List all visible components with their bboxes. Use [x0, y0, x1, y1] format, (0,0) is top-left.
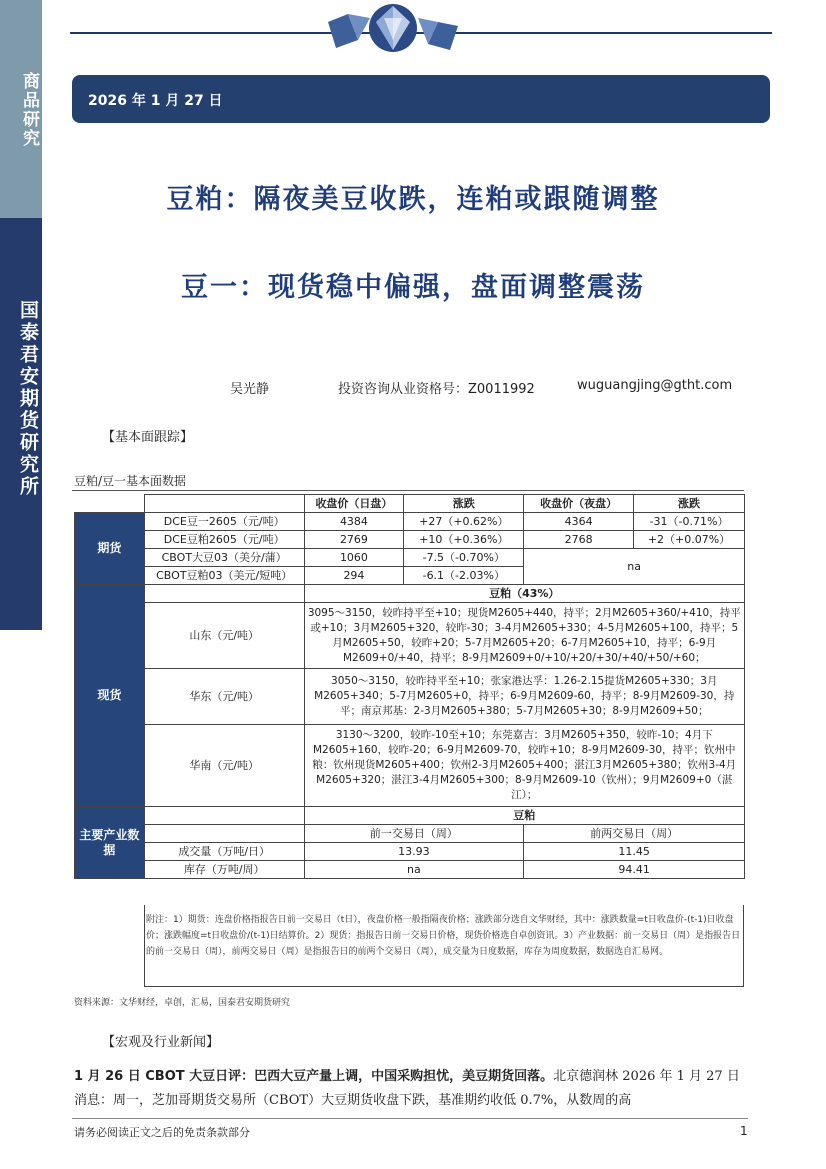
table-header-row [75, 495, 745, 513]
news-headline: 1 月 26 日 CBOT 大豆日评：巴西大豆产量上调，中国采购担忧，美豆期货回落。 [74, 1069, 554, 1084]
industry-header: 豆粕 [304, 807, 744, 825]
col-header: 涨跌 [404, 495, 524, 513]
table-row: 成交量（万吨/日） 13.93 11.45 [75, 843, 745, 861]
table-row: DCE豆粕2605（元/吨） 2769 +10（+0.36%） 2768 +2（+0.07%） [75, 531, 745, 549]
table-row: 库存（万吨/周） na 94.41 [75, 861, 745, 879]
table-row [75, 585, 745, 603]
table-notes: 附注：1）期货：连盘价格指报告日前一交易日（t日），夜盘价格一般指隔夜价格；涨跌部分选自文华财经，其中：涨跌数量=t日收盘价-(t-1)日收盘价；涨跌幅度=t日收盘价/(t-1)日结算价。2）现货：指报告日前一交易日价格，现货价格选自卓创资讯。3）产业数据：前一交易日（周）是指报告日的前一交易日（周），前两交易日（周）是指报告日的前两个交易日（周），成交量为日度数据，库存为周度数据，数据选自汇易网。 [146, 915, 741, 957]
table-caption: 豆粕/豆一基本面数据 [74, 474, 187, 488]
section-heading-news: 【宏观及行业新闻】 [102, 1035, 220, 1050]
table-row [75, 807, 745, 825]
section-heading-fundamentals: 【基本面跟踪】 [102, 430, 194, 445]
sidebar-bottom-label: 国泰君安期货研究所 [17, 300, 39, 498]
sub-title: 豆一：现货稳中偏强，盘面调整震荡 [181, 272, 645, 303]
table-row: 前一交易日（周） 前两交易日（周） [75, 825, 745, 843]
footer-rule [72, 1118, 748, 1119]
category-futures: 期货 [75, 513, 145, 585]
cbot-night-na: na [524, 549, 745, 585]
category-industry: 主要产业数据 [75, 807, 145, 879]
news-paragraph [74, 1065, 746, 1113]
news-body: 北京德润林 2026 年 1 月 27 日消息：周一，芝加哥期货交易所（CBOT）大豆期货收盘下跌，基准期约收低 0.7%，从数周的高 [74, 1069, 740, 1108]
col-header: 收盘价（日盘） [304, 495, 404, 513]
author-cert: 投资咨询从业资格号：Z0011992 [338, 382, 535, 397]
data-source: 资料来源：文华财经，卓创，汇易，国泰君安期货研究 [74, 998, 291, 1008]
main-title: 豆粕：隔夜美豆收跌，连粕或跟随调整 [166, 184, 660, 215]
table-row: 期货 DCE豆一2605（元/吨） 4384 +27（+0.62%） 4364 -31（-0.71%） [75, 513, 745, 531]
table-row: 华南（元/吨） 3130～3200，较昨-10至+10；东莞嘉吉：3月M2605+350，较昨-10；4月下M2605+160，较昨-20；6-9月M2609-70，较昨+10；8-9月M2609-30，持平；钦州中粮：钦州现货M2605+400；钦州2-3月M2605+400；湛江3月M2605+380；钦州3-4月M2605+320；湛江3-4月M2605+300；8-9月M2609-10（钦州）；9月M2609+0（湛江）； [75, 725, 745, 807]
col-header: 收盘价（夜盘） [524, 495, 634, 513]
report-date: 2026 年 1 月 27 日 [88, 93, 223, 109]
spot-header: 豆粕（43%） [304, 585, 744, 603]
author-name: 吴光静 [230, 382, 270, 397]
date-banner [72, 75, 770, 123]
col-header: 涨跌 [634, 495, 745, 513]
diamond-logo-icon [318, 0, 468, 62]
caption-rule [72, 490, 744, 491]
footer-disclaimer: 请务必阅读正文之后的免责条款部分 [74, 1126, 250, 1139]
author-email[interactable]: wuguangjing@gtht.com [577, 378, 733, 393]
sidebar-top-label: 商品研究 [19, 72, 39, 148]
page-number: 1 [740, 1124, 748, 1138]
table-row: CBOT大豆03（美分/蒲） 1060 -7.5（-0.70%） na [75, 549, 745, 567]
category-spot: 现货 [75, 585, 145, 807]
fundamentals-table [74, 494, 745, 879]
table-row: 华东（元/吨） 3050～3150，较昨持平至+10；张家港达孚：1.26-2.15提货M2605+330；3月M2605+340；5-7月M2605+0，持平；6-9月M2609-60，持平；8-9月M2609-30，持平；南京邦基：2-3月M2605+380；5-7月M2605+30；8-9月M2609+50； [75, 669, 745, 725]
table-row: 山东（元/吨） 3095～3150，较昨持平至+10；现货M2605+440，持平；2月M2605+360/+410，持平或+10；3月M2605+320，较昨-30；3-4月M2605+330；4-5月M2605+100，持平；5月M2605+50，较昨+20；5-7月M2605+20；6-7月M2605+10，持平；6-9月M2609+0/+40，持平；8-9月M2609+0/+10/+20/+30/+40/+50/+60； [75, 603, 745, 669]
table-row: CBOT豆粕03（美元/短吨） 294 -6.1（-2.03%） [75, 567, 745, 585]
